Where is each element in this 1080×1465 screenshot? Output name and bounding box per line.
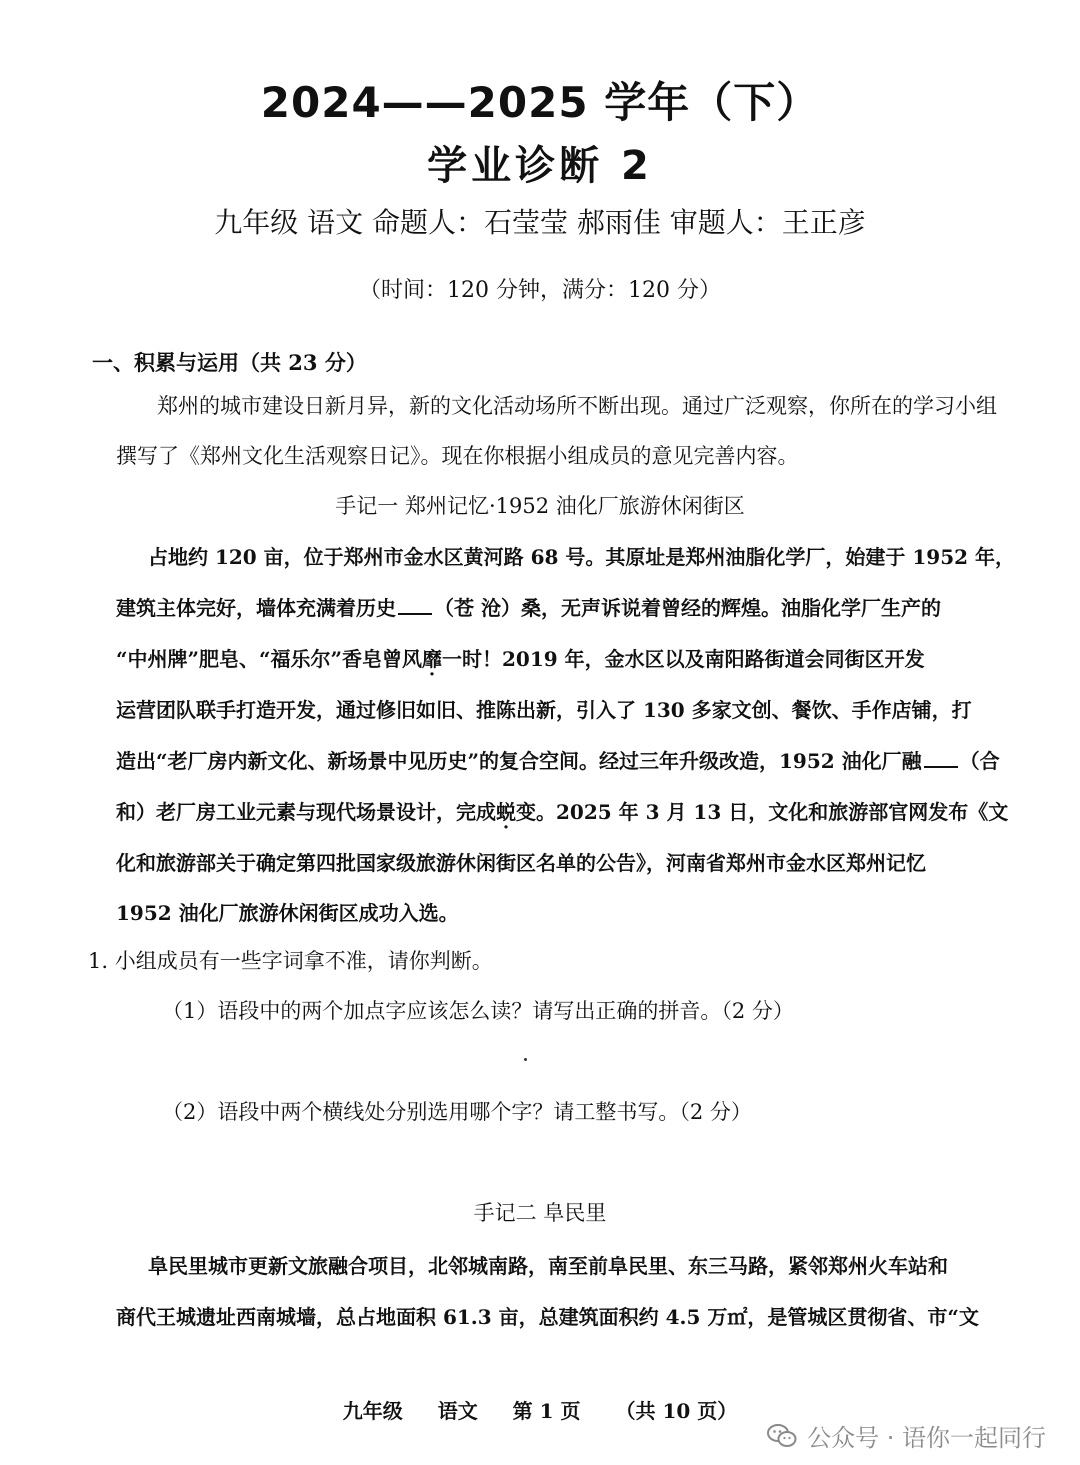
note1-line-8: 1952 油化厂旅游休闲街区成功入选。 <box>116 901 459 925</box>
watermark <box>767 1418 1046 1453</box>
note1-line-2 <box>116 592 941 621</box>
note1-line-7: 化和旅游部关于确定第四批国家级旅游休闲街区名单的公告》，河南省郑州市金水区郑州记忆 <box>116 851 926 875</box>
blank-2 <box>924 766 958 768</box>
wechat-icon <box>767 1423 797 1449</box>
question-1-sub-1: （1）语段中的两个加点字应该怎么读？请写出正确的拼音。（2 分） <box>162 999 794 1023</box>
question-1-stem: 1. 小组成员有一些字词拿不准，请你判断。 <box>88 949 493 973</box>
note1-line-6b: 变。2025 年 3 月 13 日，文化和旅游部官网发布《文 <box>516 800 1009 824</box>
note1-title: 手记一 郑州记忆·1952 油化厂旅游休闲街区 <box>335 494 745 518</box>
note1-line-3b: 一时！2019 年，金水区以及南阳路街道会同街区开发 <box>442 647 925 671</box>
note1-line-4: 运营团队联手打造开发，通过修旧如旧、推陈出新，引入了 130 多家文创、餐饮、手作店铺，打 <box>116 698 972 722</box>
note1-line-5a: 造出“老厂房内新文化、新场景中见历史”的复合空间。经过三年升级改造，1952 油化厂融 <box>116 749 922 773</box>
note1-line-2b: （苍 沧）桑，无声诉说着曾经的辉煌。油脂化学厂生产的 <box>434 596 941 620</box>
intro-line-2: 撰写了《郑州文化生活观察日记》。现在你根据小组成员的意见完善内容。 <box>116 444 799 468</box>
note1-line-6 <box>116 796 1008 825</box>
note1-line-5 <box>116 745 1000 774</box>
footer-grade: 九年级 <box>342 1399 403 1423</box>
watermark-text: 公众号 · 语你一起同行 <box>807 1424 1046 1452</box>
note1-line-6a: 和）老厂房工业元素与现代场景设计，完成 <box>116 800 496 824</box>
footer-page: 第 1 页 <box>512 1399 581 1423</box>
note2-line-1: 阜民里城市更新文旅融合项目，北邻城南路，南至前阜民里、东三马路，紧邻郑州火车站和 <box>148 1254 948 1278</box>
exam-subtitle: 学业诊断 2 <box>427 143 653 189</box>
exam-title: 2024——2025 学年（下） <box>260 78 820 127</box>
blank-1 <box>398 613 432 615</box>
exam-time: （时间：120 分钟，满分：120 分） <box>359 278 721 303</box>
note1-line-3 <box>116 643 925 672</box>
dotted-char-mi: 靡 <box>422 647 443 671</box>
exam-info: 九年级 语文 命题人：石莹莹 郝雨佳 审题人：王正彦 <box>214 206 866 239</box>
note2-title: 手记二 阜民里 <box>473 1201 607 1225</box>
question-1-sub-2: （2）语段中两个横线处分别选用哪个字？请工整书写。（2 分） <box>162 1100 752 1124</box>
section-heading: 一、积累与运用（共 23 分） <box>92 350 367 375</box>
note1-line-2a: 建筑主体完好，墙体充满着历史 <box>116 596 396 620</box>
note1-line-1: 占地约 120 亩，位于郑州市金水区黄河路 68 号。其原址是郑州油脂化学厂，始建于 1952 年， <box>148 545 1016 569</box>
scan-speck <box>524 1058 527 1061</box>
footer-total: （共 10 页） <box>615 1399 738 1423</box>
note1-line-3a: “中州牌”肥皂、“福乐尔”香皂曾风 <box>116 647 423 671</box>
dotted-char-tui: 蜕 <box>496 800 516 824</box>
intro-line-1: 郑州的城市建设日新月异，新的文化活动场所不断出现。通过广泛观察，你所在的学习小组 <box>157 394 997 418</box>
note1-line-5b: （合 <box>959 749 1000 773</box>
note2-line-2: 商代王城遗址西南城墙，总占地面积 61.3 亩，总建筑面积约 4.5 万㎡，是管城区贯彻省、市“文 <box>116 1305 979 1329</box>
footer-subject: 语文 <box>437 1399 478 1423</box>
